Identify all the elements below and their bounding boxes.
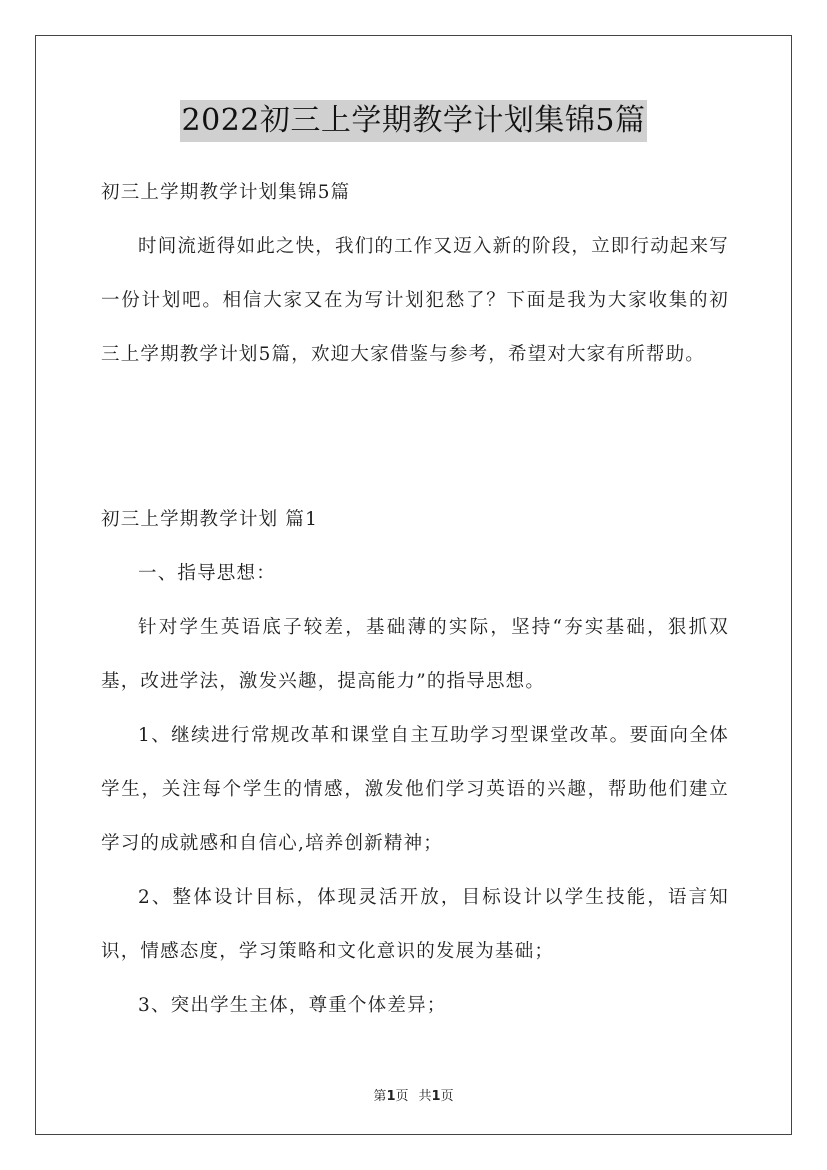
body-text-top (101, 166, 729, 382)
page-total: 1 (431, 1089, 441, 1104)
subtitle-line: 初三上学期教学计划集锦5篇 (101, 182, 351, 203)
item-3-paragraph: 3、突出学生主体，尊重个体差异； (138, 995, 447, 1016)
point-heading: 一、指导思想： (138, 563, 276, 584)
item-2-paragraph: 2、整体设计目标，体现灵活开放，目标设计以学生技能，语言知识，情感态度，学习策略和文化意识的发展为基础； (101, 887, 729, 962)
page-prefix: 第 (373, 1089, 387, 1104)
intro-paragraph: 时间流逝得如此之快，我们的工作又迈入新的阶段，立即行动起来写一份计划吧。相信大家又在为写计划犯愁了？下面是我为大家收集的初三上学期教学计划5篇，欢迎大家借鉴与参考，希望对大家有所帮助。 (101, 236, 730, 365)
title-container (0, 100, 827, 142)
document-title: 2022初三上学期教学计划集锦5篇 (180, 100, 648, 142)
page-footer (0, 1085, 827, 1104)
total-prefix: 共 (418, 1089, 432, 1104)
page-current: 1 (386, 1089, 396, 1104)
item-1-paragraph: 1、继续进行常规改革和课堂自主互助学习型课堂改革。要面向全体学生，关注每个学生的情感，激发他们学习英语的兴趣，帮助他们建立学习的成就感和自信心,培养创新精神； (101, 725, 729, 854)
guiding-paragraph: 针对学生英语底子较差，基础薄的实际，坚持“夯实基础，狠抓双基，改进学法，激发兴趣，提高能力”的指导思想。 (101, 617, 729, 692)
total-suffix: 页 (440, 1089, 454, 1104)
body-text-section (101, 493, 729, 1033)
page-suffix: 页 (395, 1089, 409, 1104)
section-heading: 初三上学期教学计划 篇1 (101, 509, 319, 530)
